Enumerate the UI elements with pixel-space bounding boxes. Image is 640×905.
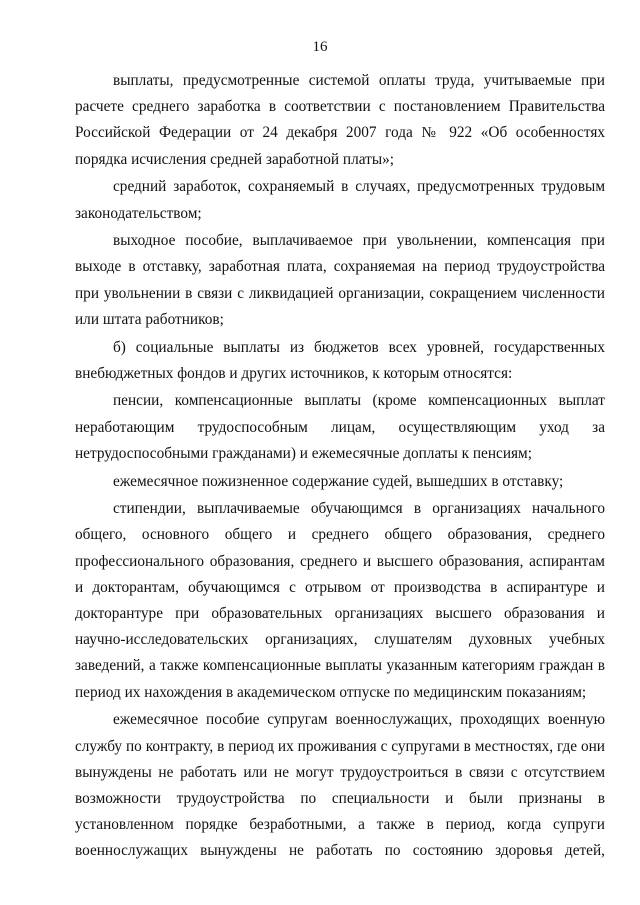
paragraph-social-payments: б) социальные выплаты из бюджетов всех уровней, государственных внебюджетных фондов и других источников, к которым относятся: (75, 338, 605, 382)
page-number: 16 (312, 39, 328, 55)
paragraph-average-earnings: средний заработок, сохраняемый в случаях, предусмотренных трудовым законодательством; (75, 178, 605, 222)
paragraph-stipends: стипендии, выплачиваемые обучающимся в организациях начального общего, основного общего и среднего общего образования, среднего профессионального образования, среднего и высшего образования, аспирантам и докторантам, обучающимся с отрывом от производства в аспирантуре и докторантуре при образовательных организациях высшего образования и научно-исследовательских организациях, слушателям духовных учебных заведений, а также компенсационные выплаты указанным категориям граждан в период их нахождения в академическом отпуске по медицинским показаниям; (75, 500, 605, 701)
paragraph-judges-allowance: ежемесячное пожизненное содержание судей, вышедших в отставку; (113, 472, 564, 490)
document-body (75, 68, 605, 866)
paragraph-salary-payments: выплаты, предусмотренные системой оплаты труда, учитываемые при расчете среднего заработка в соответствии с постановлением Правительства Российской Федерации от 24 декабря 2007 года № 922 «Об особенностях порядка исчисления средней заработной платы»; (75, 72, 605, 168)
paragraph-spouse-allowance: ежемесячное пособие супругам военнослужащих, проходящих военную службу по контракту, в период их проживания с супругами в местностях, где они вынуждены не работать или не могут трудоустроиться в связи с отсутствием возможности трудоустройства по специальности и были признаны в установленном порядке безработными, а также в период, когда супруги военнослужащих вынуждены не работать по состоянию здоровья детей, (75, 711, 605, 860)
paragraph-pensions: пенсии, компенсационные выплаты (кроме компенсационных выплат неработающим трудоспособным лицам, осуществляющим уход за нетрудоспособными гражданами) и ежемесячные доплаты к пенсиям; (75, 392, 605, 462)
paragraph-severance-pay: выходное пособие, выплачиваемое при увольнении, компенсация при выходе в отставку, заработная плата, сохраняемая на период трудоустройства при увольнении в связи с ликвидацией организации, сокращением численности или штата работников; (75, 232, 605, 328)
